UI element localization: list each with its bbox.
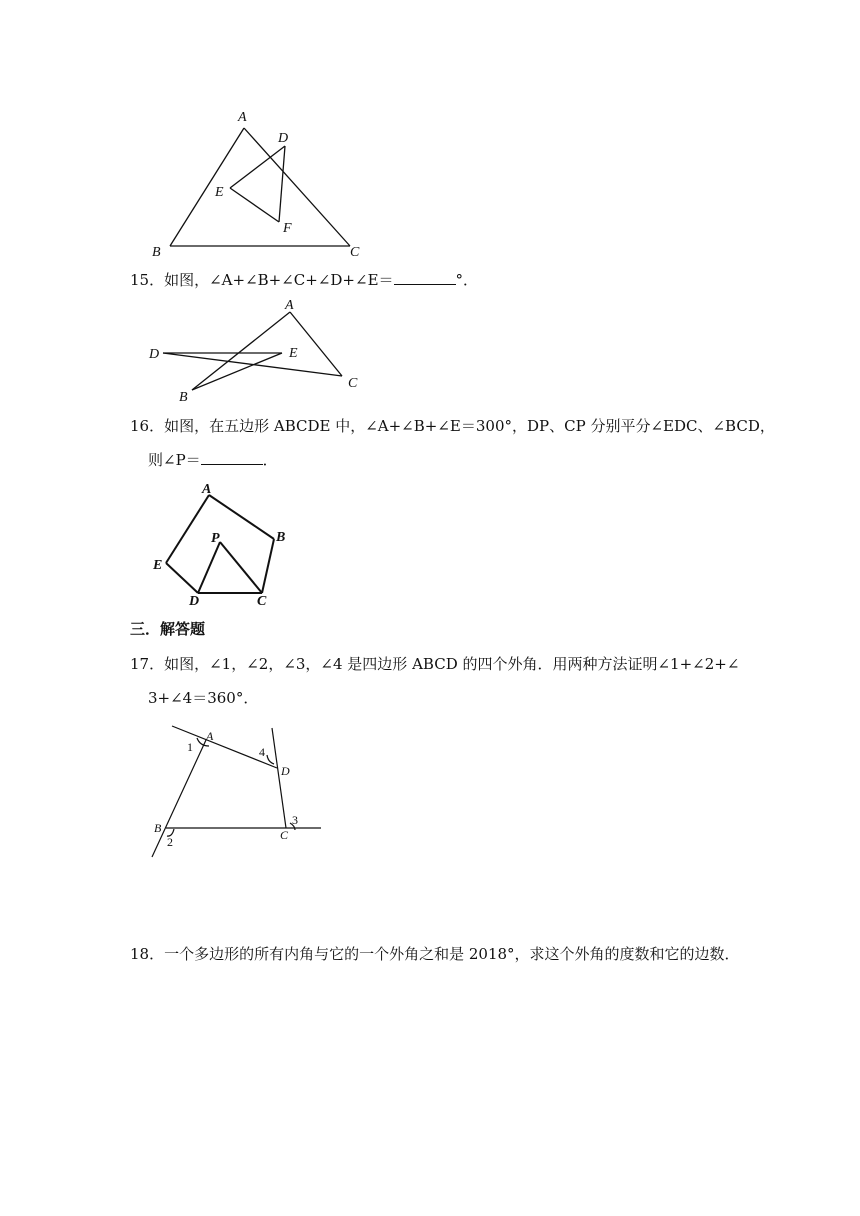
answer-blank[interactable] — [201, 450, 263, 465]
question-number: 16． — [130, 417, 165, 435]
label-d: D — [149, 347, 160, 362]
label-c: C — [257, 594, 267, 609]
section-heading: 三．解答题 — [130, 620, 206, 638]
question-16-line-2 — [148, 450, 278, 470]
question-tail: ． — [262, 451, 278, 469]
question-text: 如图，∠1，∠2，∠3，∠4 是四边形 ABCD 的四个外角．用两种方法证明∠1+∠2+∠ — [164, 655, 740, 673]
label-n2: 2 — [167, 835, 173, 849]
question-number: 15． — [130, 271, 165, 289]
answer-blank[interactable] — [394, 270, 456, 285]
figure-star-abcde — [140, 296, 380, 408]
question-text: 如图，∠A+∠B+∠C+∠D+∠E＝ — [164, 271, 394, 289]
question-text: 一个多边形的所有内角与它的一个外角之和是 2018°，求这个外角的度数和它的边数． — [164, 945, 740, 963]
question-17-line-2 — [148, 688, 258, 708]
label-b: B — [276, 530, 286, 545]
label-e: E — [289, 346, 298, 361]
label-d: D — [278, 131, 289, 146]
label-a: A — [238, 110, 247, 125]
label-p: P — [211, 531, 220, 546]
question-text: 3+∠4＝360°． — [148, 689, 259, 707]
label-d: D — [189, 594, 200, 609]
label-c: C — [280, 828, 289, 842]
question-15 — [130, 270, 478, 290]
question-number: 18． — [130, 945, 165, 963]
label-a: A — [206, 729, 214, 743]
label-d: D — [281, 764, 290, 778]
question-17-line-1 — [130, 654, 739, 674]
label-b: B — [154, 821, 162, 835]
label-e: E — [215, 185, 224, 200]
label-n1: 1 — [187, 740, 193, 754]
label-a: A — [285, 298, 294, 313]
question-text: 则∠P＝ — [148, 451, 201, 469]
question-16-line-1 — [130, 416, 775, 436]
figure-triangle-abc-def — [140, 100, 380, 265]
figure-pentagon-abcde — [140, 476, 310, 611]
question-text: 如图，在五边形 ABCDE 中，∠A+∠B+∠E＝300°，DP、CP 分别平分∠EDC、∠BCD， — [164, 417, 775, 435]
figure-quadrilateral-abcd — [140, 718, 335, 863]
label-b: B — [152, 245, 161, 260]
question-tail: °． — [455, 271, 479, 289]
label-f: F — [283, 221, 292, 236]
label-b: B — [179, 390, 188, 405]
label-n4: 4 — [259, 745, 265, 759]
question-18 — [130, 944, 740, 964]
label-c: C — [350, 245, 360, 260]
label-c: C — [348, 376, 358, 391]
label-e: E — [153, 558, 163, 573]
label-a: A — [202, 482, 212, 497]
label-n3: 3 — [292, 813, 298, 827]
question-number: 17． — [130, 655, 165, 673]
